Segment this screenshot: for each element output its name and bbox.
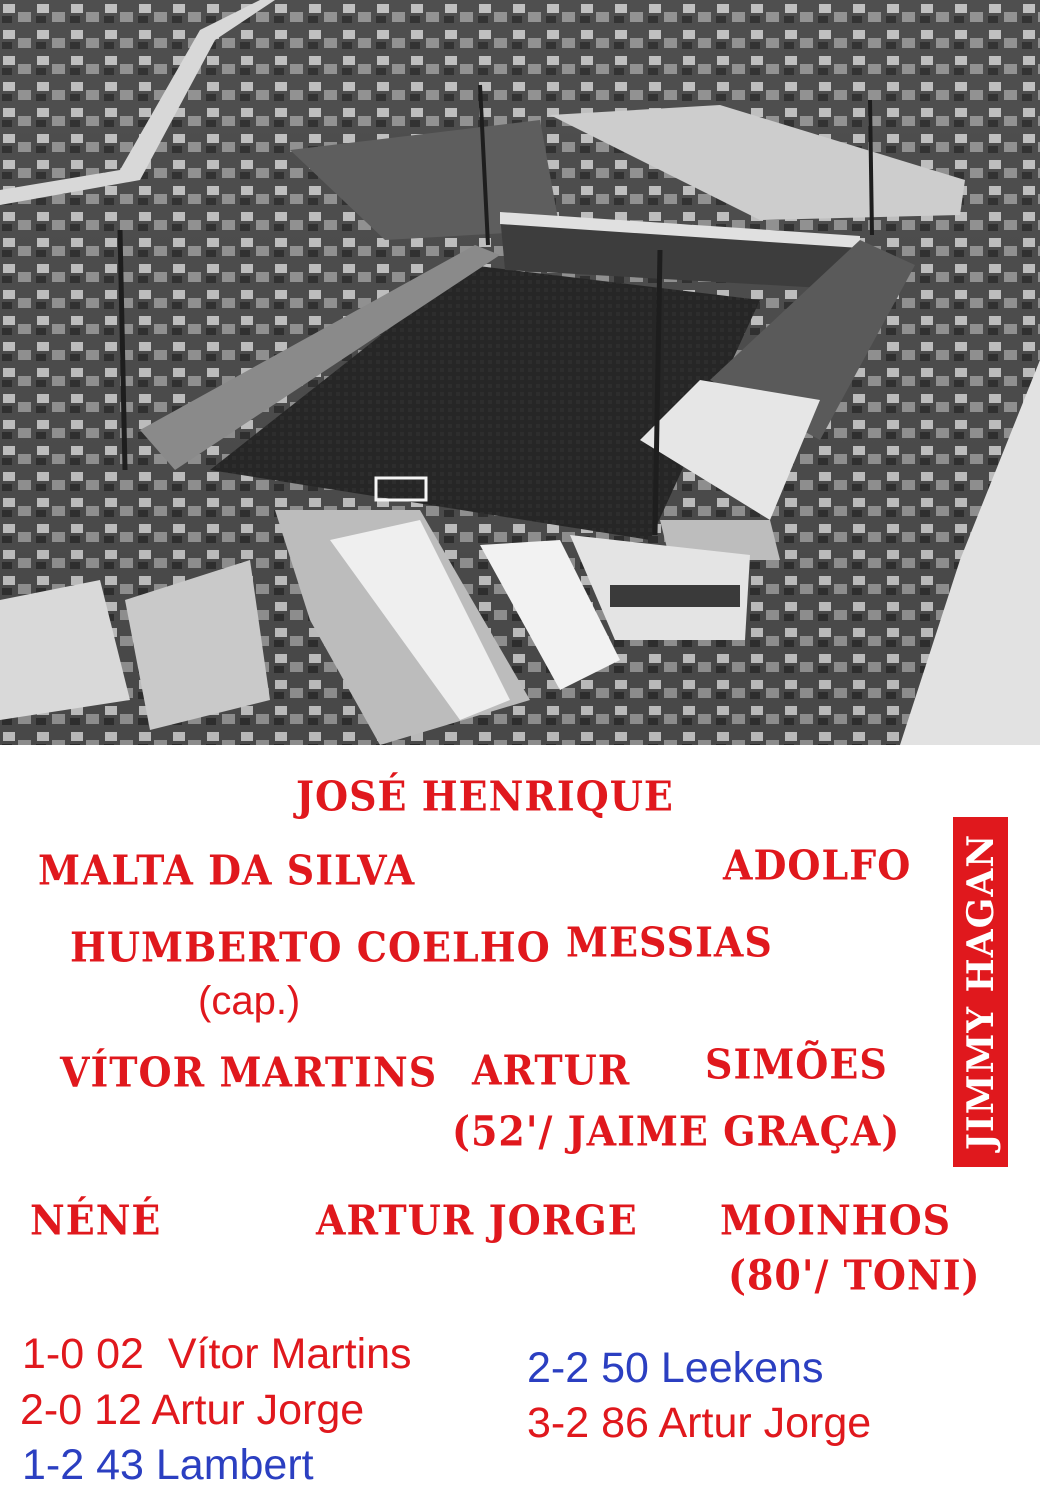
player-left-back: ADOLFO: [723, 840, 912, 890]
player-forward-1: NÉNÉ: [30, 1195, 162, 1245]
player-midfielder-2: ARTUR: [472, 1045, 631, 1095]
coach-label-box: [953, 817, 1008, 1167]
substitution-midfielder-2: (52'/ JAIME GRAÇA): [452, 1106, 901, 1156]
player-center-back-1: HUMBERTO COELHO: [70, 922, 551, 972]
player-forward-2: ARTUR JORGE: [316, 1195, 638, 1245]
goal-4: 2-2 50 Leekens: [527, 1344, 824, 1392]
goal-1: 1-0 02 Vítor Martins: [22, 1330, 412, 1378]
coach-name: JIMMY HAGAN: [959, 833, 1002, 1151]
goal-2: 2-0 12 Artur Jorge: [20, 1386, 365, 1434]
player-midfielder-1: VÍTOR MARTINS: [60, 1047, 438, 1097]
player-center-back-2: MESSIAS: [566, 917, 773, 967]
player-right-back: MALTA DA SILVA: [38, 845, 416, 895]
substitution-forward-3: (80'/ TONI): [728, 1250, 981, 1300]
goal-5: 3-2 86 Artur Jorge: [527, 1399, 872, 1447]
player-goalkeeper: JOSÉ HENRIQUE: [296, 771, 674, 821]
player-midfielder-3: SIMÕES: [705, 1039, 888, 1089]
captain-note: (cap.): [198, 979, 301, 1023]
goal-3: 1-2 43 Lambert: [22, 1441, 314, 1489]
stadium-aerial-photo: [0, 0, 1040, 745]
player-forward-3: MOINHOS: [720, 1195, 952, 1245]
stadium-photo-icon: [0, 0, 1040, 745]
